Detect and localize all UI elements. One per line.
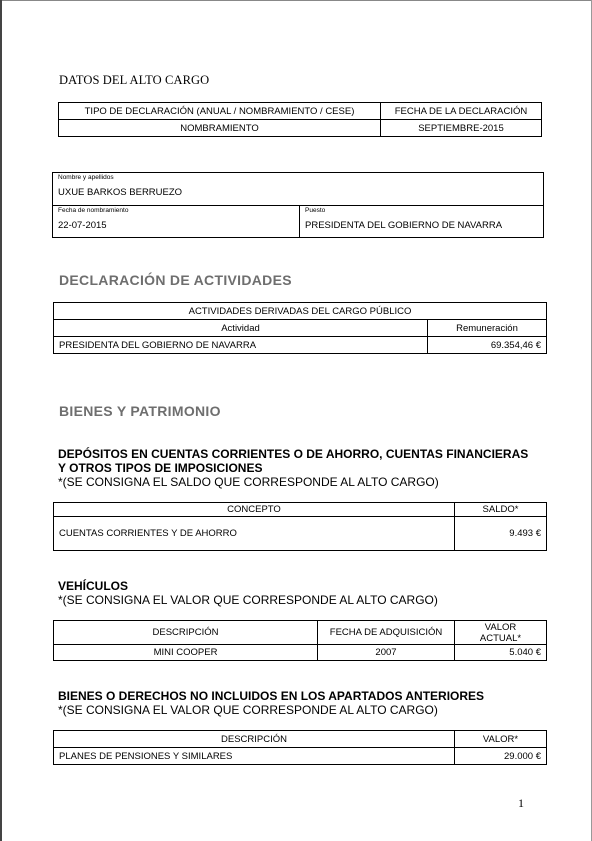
vehicle-value-header bbox=[455, 621, 547, 645]
vehicle-date-header: FECHA DE ADQUISICIÓN bbox=[318, 621, 455, 645]
post-label: Puesto bbox=[305, 207, 326, 214]
activities-table bbox=[53, 302, 547, 354]
person-name-label: Nombre y apellidos bbox=[58, 174, 114, 181]
activity-cell: PRESIDENTA DEL GOBIERNO DE NAVARRA bbox=[54, 337, 428, 354]
deposits-title-line1: DEPÓSITOS EN CUENTAS CORRIENTES O DE AHORRO, CUENTAS FINANCIERAS bbox=[58, 447, 529, 461]
table-row bbox=[54, 748, 547, 765]
vehicles-title: VEHÍCULOS bbox=[58, 579, 129, 593]
vehicle-date-cell: 2007 bbox=[318, 645, 455, 661]
declaration-date-value: SEPTIEMBRE-2015 bbox=[381, 120, 542, 137]
person-name-cell bbox=[53, 173, 544, 206]
table-row bbox=[54, 337, 547, 354]
document-title: DATOS DEL ALTO CARGO bbox=[59, 73, 210, 87]
other-value-cell: 29.000 € bbox=[455, 748, 547, 765]
vehicle-value-header-line1: VALOR bbox=[484, 621, 517, 633]
other-value-header: VALOR* bbox=[455, 731, 547, 748]
activities-section-title: DECLARACIÓN DE ACTIVIDADES bbox=[59, 272, 292, 288]
appointment-date-value: 22-07-2015 bbox=[58, 220, 107, 231]
other-description-header: DESCRIPCIÓN bbox=[54, 731, 455, 748]
declaration-type-value: NOMBRAMIENTO bbox=[59, 120, 381, 137]
vehicles-table bbox=[53, 620, 547, 661]
declaration-type-table bbox=[58, 102, 542, 137]
vehicle-description-header: DESCRIPCIÓN bbox=[54, 621, 318, 645]
other-assets-note: *(SE CONSIGNA EL VALOR QUE CORRESPONDE AL ALTO CARGO) bbox=[58, 703, 438, 717]
post-value: PRESIDENTA DEL GOBIERNO DE NAVARRA bbox=[305, 220, 503, 231]
vehicle-value-header-line2: ACTUAL* bbox=[479, 632, 522, 644]
remuneration-column-header: Remuneración bbox=[428, 320, 547, 337]
vehicle-description-cell: MINI COOPER bbox=[54, 645, 318, 661]
table-row bbox=[54, 517, 547, 551]
activity-column-header: Actividad bbox=[54, 320, 428, 337]
concept-column-header: CONCEPTO bbox=[54, 503, 455, 517]
remuneration-cell: 69.354,46 € bbox=[428, 337, 547, 354]
other-assets-title: BIENES O DERECHOS NO INCLUIDOS EN LOS APARTADOS ANTERIORES bbox=[58, 689, 485, 703]
activities-table-title: ACTIVIDADES DERIVADAS DEL CARGO PÚBLICO bbox=[54, 303, 547, 320]
declaration-date-header: FECHA DE LA DECLARACIÓN bbox=[381, 103, 542, 120]
page-top-edge bbox=[0, 0, 592, 1]
page-number: 1 bbox=[518, 796, 524, 810]
appointment-date-cell bbox=[53, 206, 300, 238]
deposits-note: *(SE CONSIGNA EL SALDO QUE CORRESPONDE AL ALTO CARGO) bbox=[58, 475, 439, 489]
person-info-table bbox=[52, 172, 544, 238]
post-cell bbox=[300, 206, 544, 238]
vehicles-note: *(SE CONSIGNA EL VALOR QUE CORRESPONDE AL ALTO CARGO) bbox=[58, 593, 438, 607]
appointment-date-label: Fecha de nombramiento bbox=[58, 207, 129, 214]
other-assets-table bbox=[53, 730, 547, 765]
balance-cell: 9.493 € bbox=[455, 517, 547, 551]
concept-cell: CUENTAS CORRIENTES Y DE AHORRO bbox=[54, 517, 455, 551]
other-description-cell: PLANES DE PENSIONES Y SIMILARES bbox=[54, 748, 455, 765]
person-name-value: UXUE BARKOS BERRUEZO bbox=[58, 187, 183, 198]
table-row bbox=[54, 645, 547, 661]
page-left-edge bbox=[0, 0, 2, 841]
deposits-table bbox=[53, 502, 547, 551]
vehicle-value-cell: 5.040 € bbox=[455, 645, 547, 661]
balance-column-header: SALDO* bbox=[455, 503, 547, 517]
declaration-type-header: TIPO DE DECLARACIÓN (ANUAL / NOMBRAMIENTO / CESE) bbox=[59, 103, 381, 120]
deposits-title-line2: Y OTROS TIPOS DE IMPOSICIONES bbox=[58, 461, 263, 475]
assets-section-title: BIENES Y PATRIMONIO bbox=[59, 403, 221, 419]
